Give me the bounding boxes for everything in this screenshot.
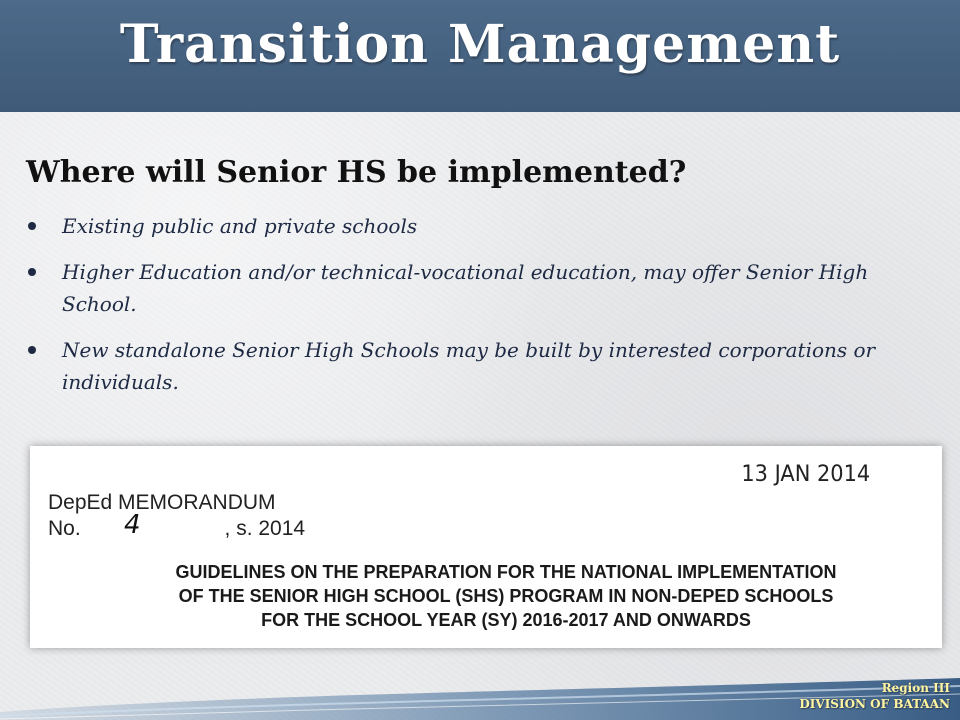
bullet-list [26, 210, 926, 412]
footer-division: DIVISION OF BATAAN [799, 697, 950, 711]
bullet-text: Higher Education and/or technical-vocational education, may offer Senior High School. [62, 260, 869, 316]
bullet-dot-icon [28, 268, 36, 276]
footer-region: Region III [881, 681, 950, 695]
bullet-item [26, 256, 926, 320]
bullet-dot-icon [28, 222, 36, 230]
memo-title-line: FOR THE SCHOOL YEAR (SY) 2016-2017 AND ONWARDS [261, 610, 751, 630]
memorandum-image [30, 446, 942, 648]
bullet-dot-icon [28, 346, 36, 354]
memo-header [48, 490, 305, 542]
memo-number-label: No. [48, 517, 81, 540]
memo-date-stamp: 13 JAN 2014 [741, 462, 871, 487]
footer-label [799, 680, 950, 712]
memo-number-line [48, 510, 306, 542]
slide-title: Transition Management [119, 14, 841, 75]
bullet-text: New standalone Senior High Schools may be built by interested corporations or individuals. [62, 338, 876, 394]
memo-series: , s. 2014 [224, 517, 306, 540]
bullet-item [26, 334, 926, 398]
bullet-text: Existing public and private schools [62, 214, 418, 238]
memo-title-line: GUIDELINES ON THE PREPARATION FOR THE NATIONAL IMPLEMENTATION [175, 562, 837, 582]
memo-title-line: OF THE SENIOR HIGH SCHOOL (SHS) PROGRAM IN NON-DEPED SCHOOLS [178, 586, 834, 606]
memo-title [70, 560, 942, 632]
title-banner [0, 0, 960, 112]
section-question: Where will Senior HS be implemented? [26, 155, 687, 190]
bullet-item [26, 210, 926, 242]
memo-type: DepEd MEMORANDUM [48, 491, 276, 514]
memo-number-value: 4 [124, 510, 141, 540]
